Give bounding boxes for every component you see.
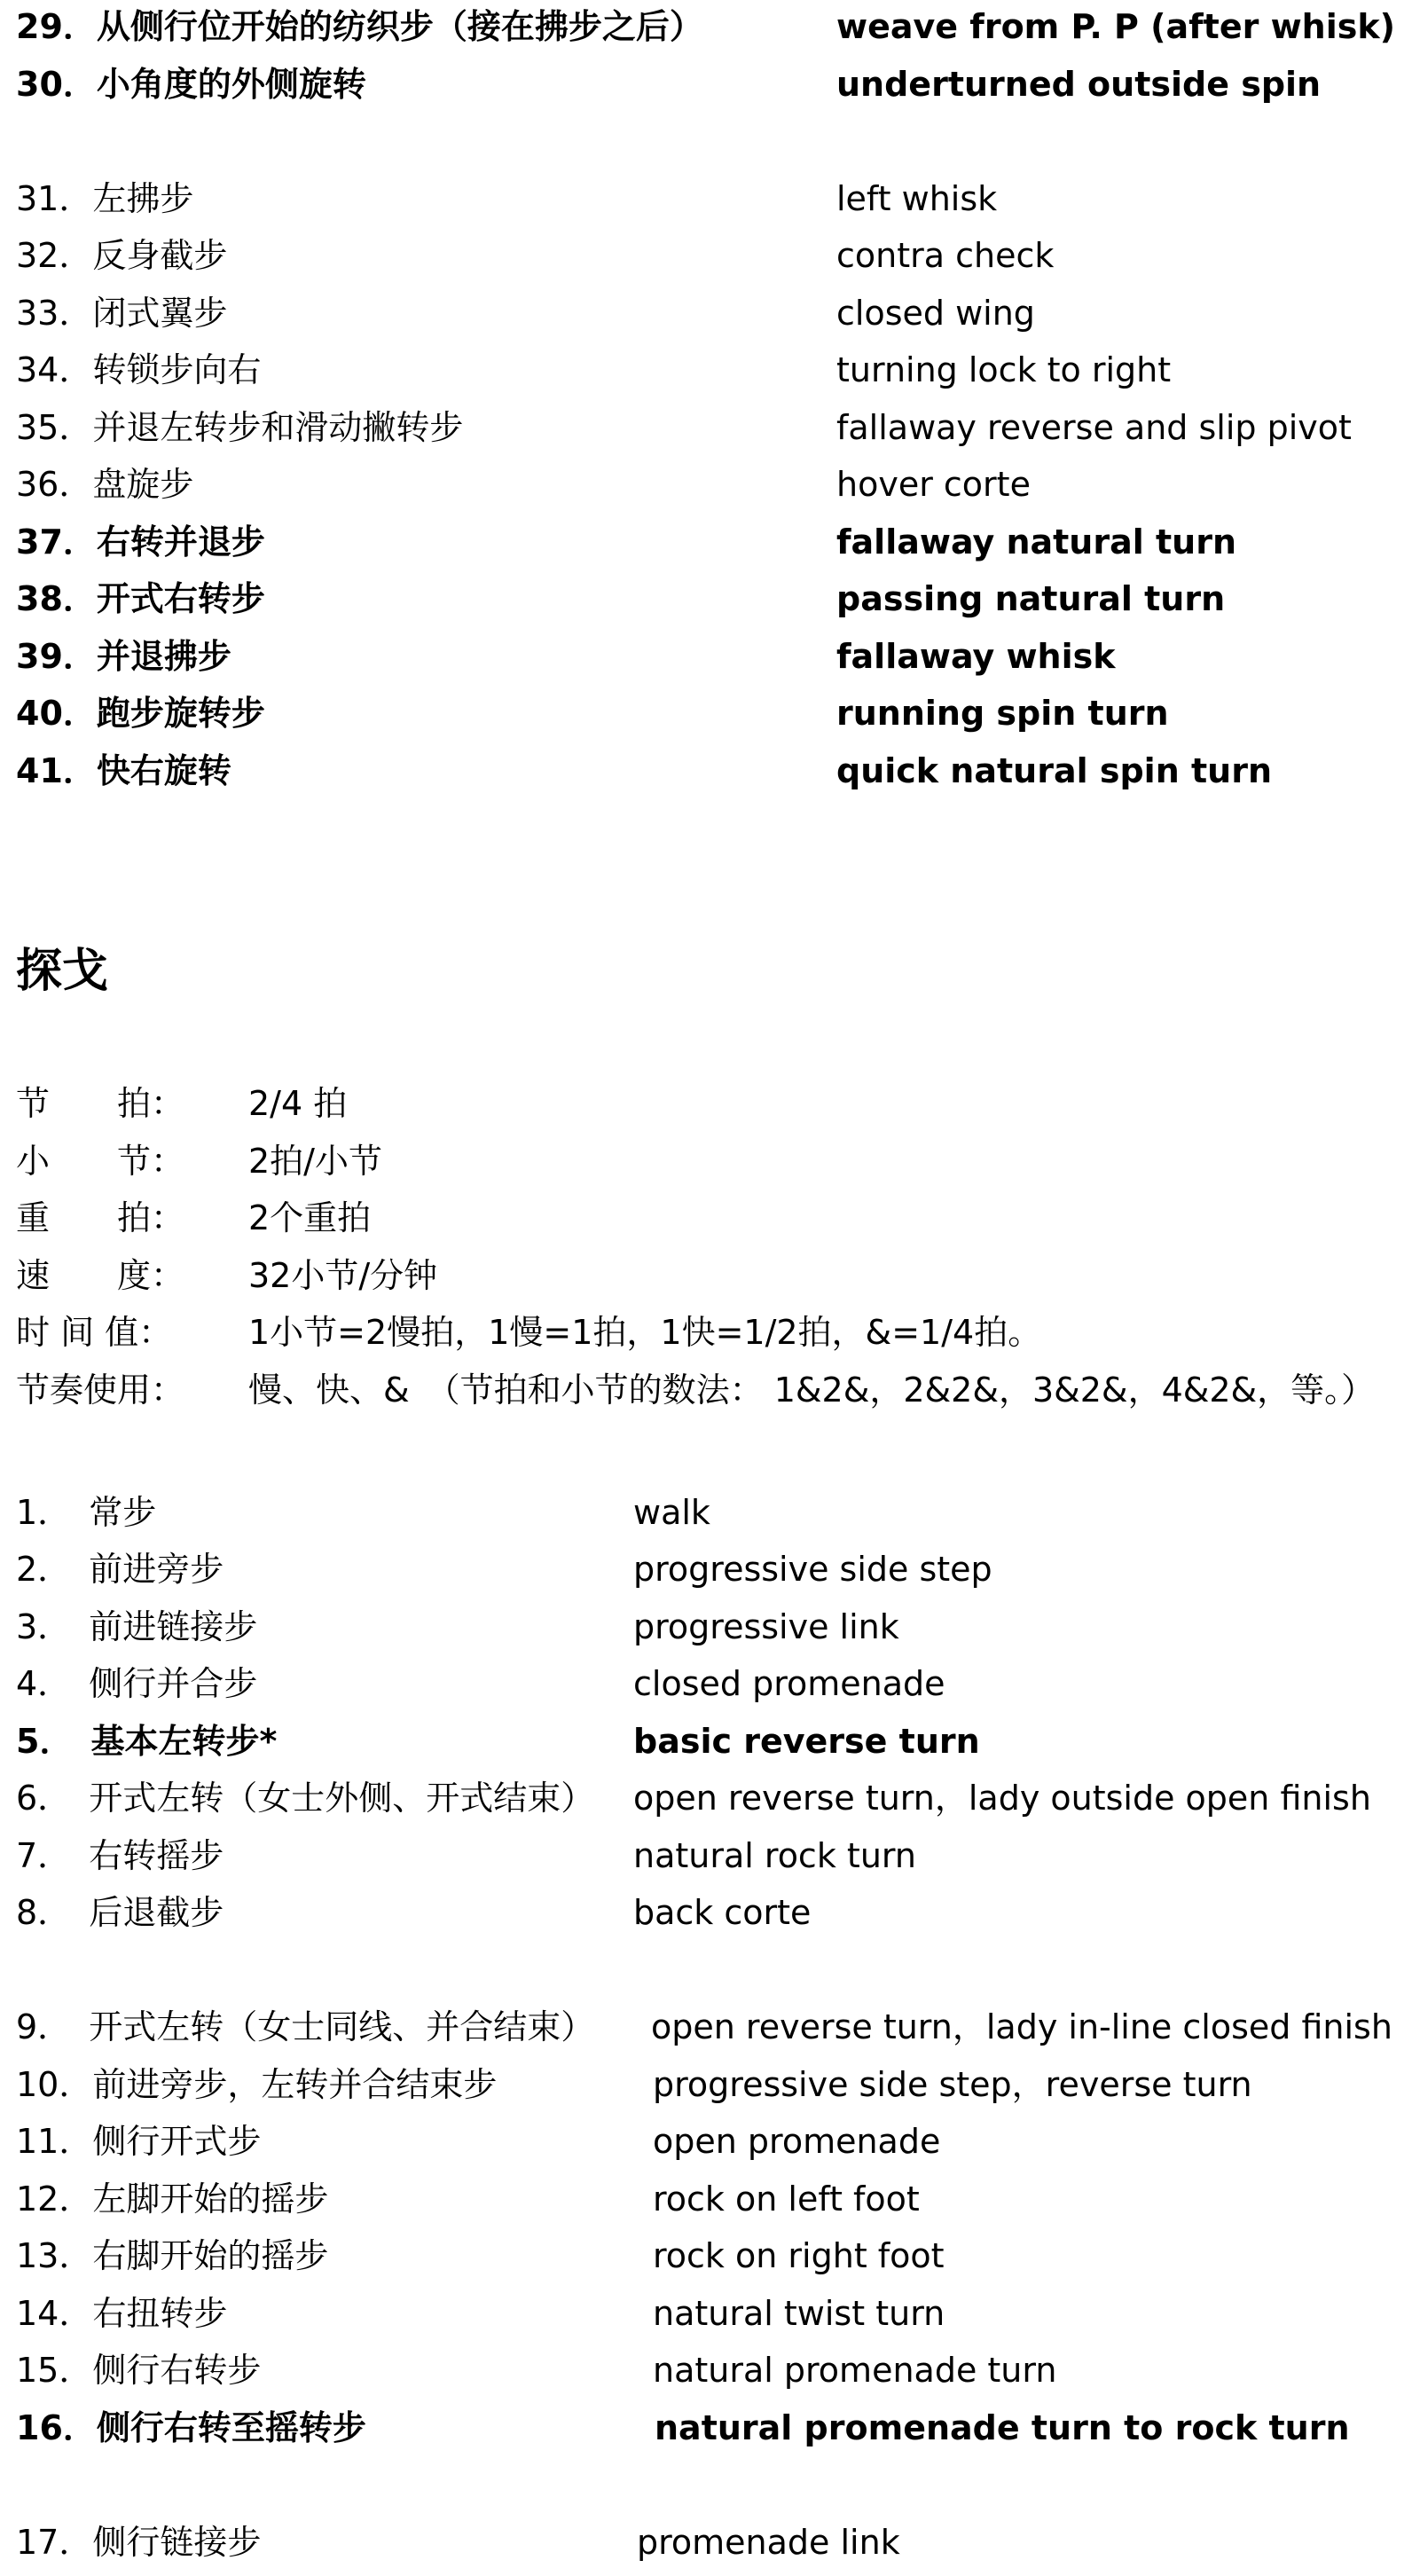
row-30-en: underturned outside spin xyxy=(836,65,1322,104)
tango-row-2-zh: 2． 前进旁步 xyxy=(16,1550,224,1589)
row-33-zh: 33．闭式翼步 xyxy=(16,294,228,333)
tango-row-8-zh: 8． 后退截步 xyxy=(16,1893,224,1932)
info-value-tempo: 32小节/分钟 xyxy=(248,1256,438,1295)
tango-row-14-zh: 14．右扭转步 xyxy=(16,2294,228,2333)
info-label-time-value: 时 间 值： xyxy=(16,1313,173,1352)
tango-row-10-zh: 10．前进旁步，左转并合结束步 xyxy=(16,2065,498,2104)
info-label-accent: 重 拍： xyxy=(16,1198,185,1237)
tango-row-7-zh: 7． 右转摇步 xyxy=(16,1836,224,1875)
row-37-en: fallaway natural turn xyxy=(836,522,1237,562)
row-41-en: quick natural spin turn xyxy=(836,751,1272,790)
row-38-en: passing natural turn xyxy=(836,579,1226,618)
section-title: 探戈 xyxy=(16,945,109,998)
row-39-zh: 39．并退拂步 xyxy=(16,637,231,676)
tango-row-16-en: natural promenade turn to rock turn xyxy=(655,2408,1350,2447)
tango-row-8-en: back corte xyxy=(633,1893,812,1932)
info-label-beat: 节 拍： xyxy=(16,1084,185,1123)
tango-row-9-en: open reverse turn，lady in-line closed finish xyxy=(651,2007,1392,2046)
tango-row-12-en: rock on left foot xyxy=(653,2179,920,2219)
row-39-en: fallaway whisk xyxy=(836,637,1116,676)
tango-row-4-en: closed promenade xyxy=(633,1664,945,1703)
tango-row-3-en: progressive link xyxy=(633,1607,899,1646)
row-33-en: closed wing xyxy=(836,294,1035,333)
tango-row-1-en: walk xyxy=(633,1493,710,1532)
tango-row-15-zh: 15．侧行右转步 xyxy=(16,2351,262,2390)
row-36-zh: 36．盘旋步 xyxy=(16,465,194,504)
row-35-en: fallaway reverse and slip pivot xyxy=(836,408,1352,447)
info-value-bar: 2拍/小节 xyxy=(248,1142,382,1181)
tango-row-11-en: open promenade xyxy=(653,2122,941,2161)
info-label-tempo: 速 度： xyxy=(16,1256,185,1295)
info-value-time-value: 1小节=2慢拍，1慢=1拍，1快=1/2拍，&=1/4拍。 xyxy=(248,1313,1042,1352)
row-31-zh: 31．左拂步 xyxy=(16,179,194,218)
tango-row-5-zh: 5． 基本左转步* xyxy=(16,1722,278,1761)
row-40-en: running spin turn xyxy=(836,694,1169,733)
tango-row-9-zh: 9． 开式左转（女士同线、并合结束） xyxy=(16,2007,595,2046)
row-41-zh: 41．快右旋转 xyxy=(16,751,231,790)
row-32-en: contra check xyxy=(836,236,1055,275)
tango-row-14-en: natural twist turn xyxy=(653,2294,945,2333)
tango-row-6-zh: 6． 开式左转（女士外侧、开式结束） xyxy=(16,1779,595,1818)
tango-row-4-zh: 4． 侧行并合步 xyxy=(16,1664,258,1703)
info-value-beat: 2/4 拍 xyxy=(248,1084,348,1123)
info-label-bar: 小 节： xyxy=(16,1142,185,1181)
tango-row-11-zh: 11．侧行开式步 xyxy=(16,2122,262,2161)
tango-row-17-zh: 17．侧行链接步 xyxy=(16,2523,262,2562)
tango-row-13-en: rock on right foot xyxy=(653,2236,945,2275)
row-34-zh: 34．转锁步向右 xyxy=(16,350,262,389)
row-35-zh: 35．并退左转步和滑动撇转步 xyxy=(16,408,464,447)
tango-row-1-zh: 1． 常步 xyxy=(16,1493,157,1532)
row-40-zh: 40．跑步旋转步 xyxy=(16,694,265,733)
tango-row-6-en: open reverse turn，lady outside open finish xyxy=(633,1779,1371,1818)
tango-row-2-en: progressive side step xyxy=(633,1550,992,1589)
row-30-zh: 30．小角度的外侧旋转 xyxy=(16,65,366,104)
tango-row-10-en: progressive side step，reverse turn xyxy=(653,2065,1252,2104)
row-36-en: hover corte xyxy=(836,465,1031,504)
tango-row-3-zh: 3． 前进链接步 xyxy=(16,1607,258,1646)
info-value-rhythm: 慢、快、& （节拍和小节的数法： 1&2&，2&2&，3&2&，4&2&，等。） xyxy=(248,1370,1376,1410)
row-34-en: turning lock to right xyxy=(836,350,1172,389)
tango-row-12-zh: 12．左脚开始的摇步 xyxy=(16,2179,329,2219)
row-38-zh: 38．开式右转步 xyxy=(16,579,265,618)
tango-row-15-en: natural promenade turn xyxy=(653,2351,1057,2390)
info-label-rhythm: 节奏使用： xyxy=(16,1370,185,1410)
info-value-accent: 2个重拍 xyxy=(248,1198,372,1237)
row-31-en: left whisk xyxy=(836,179,998,218)
row-37-zh: 37．右转并退步 xyxy=(16,522,265,562)
tango-row-5-en: basic reverse turn xyxy=(633,1722,980,1761)
row-32-zh: 32．反身截步 xyxy=(16,236,228,275)
tango-row-7-en: natural rock turn xyxy=(633,1836,916,1875)
tango-row-17-en: promenade link xyxy=(637,2523,900,2562)
row-29-en: weave from P. P (after whisk) xyxy=(836,7,1396,46)
tango-row-16-zh: 16．侧行右转至摇转步 xyxy=(16,2408,366,2447)
tango-row-13-zh: 13．右脚开始的摇步 xyxy=(16,2236,329,2275)
row-29-zh: 29．从侧行位开始的纺织步（接在拂步之后） xyxy=(16,7,703,46)
